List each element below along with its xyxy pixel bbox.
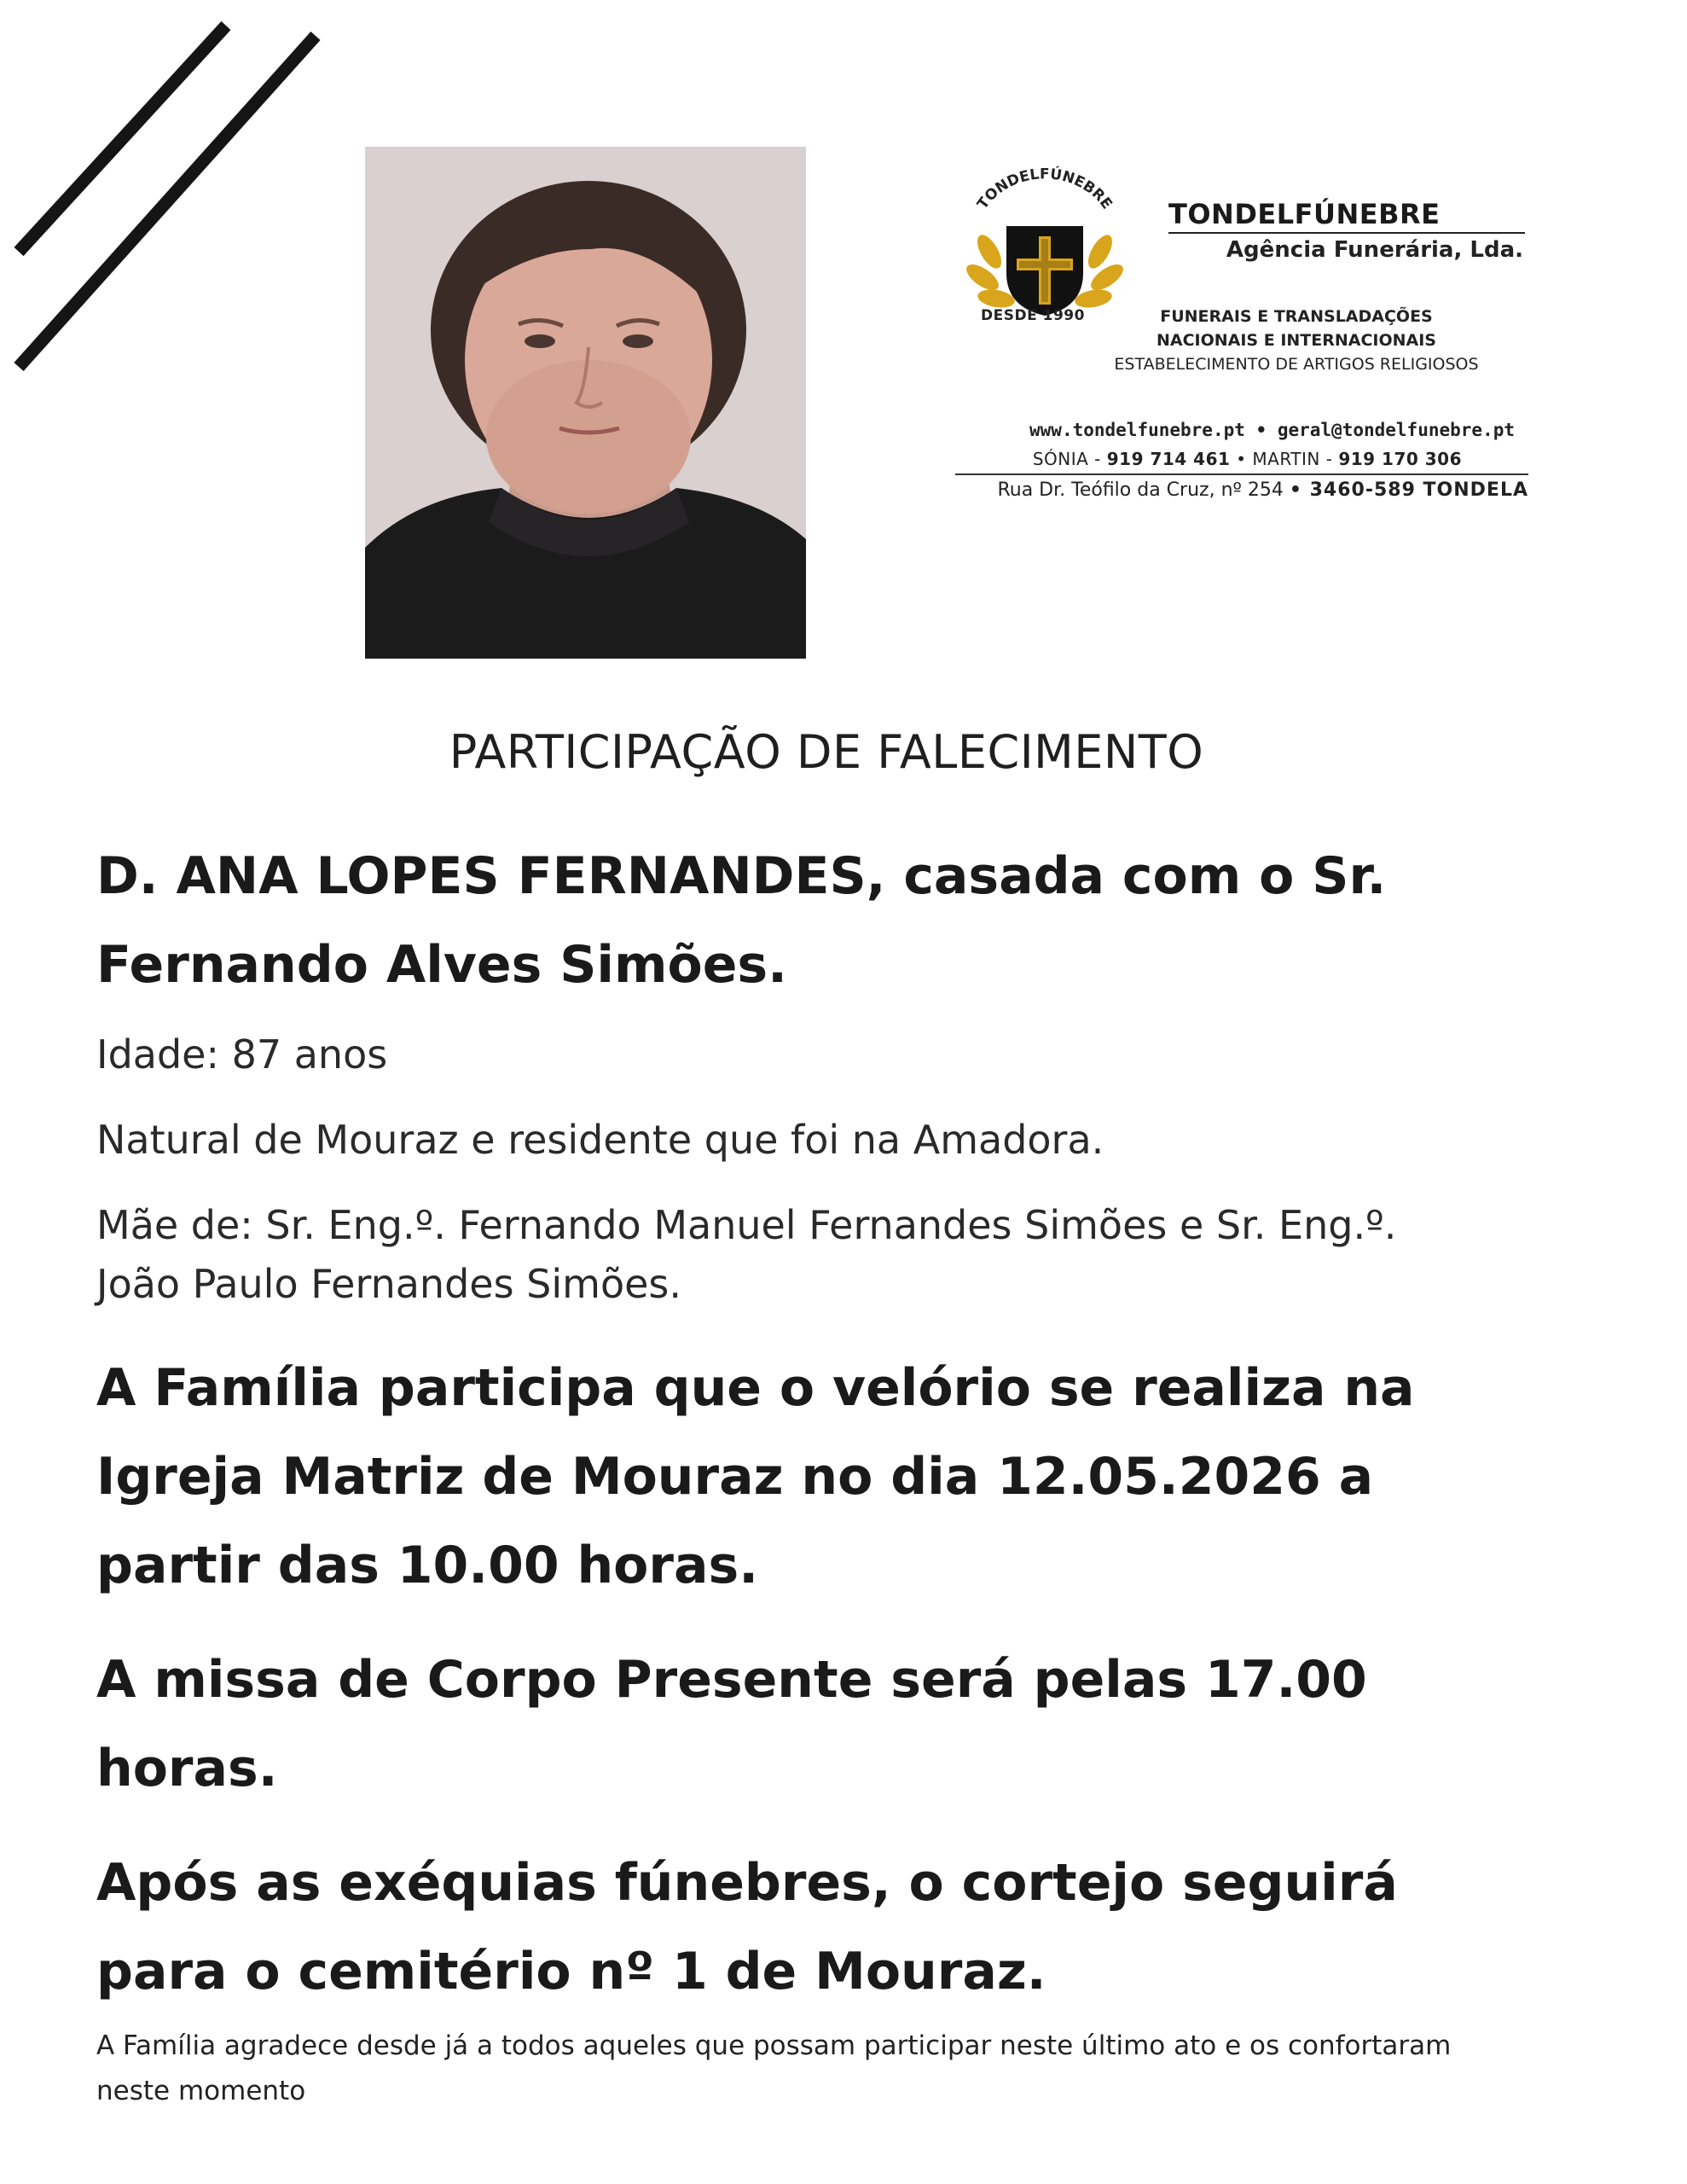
phones-line: SÓNIA - 919 714 461 • MARTIN - 919 170 306 [1032,449,1462,469]
notice-heading [0,725,1687,779]
mourning-stripes [0,0,341,392]
contact2-name: MARTIN [1252,449,1320,469]
web-email-line [955,415,1528,444]
separator-dot: • [1255,420,1278,440]
website-link[interactable]: www.tondelfunebre.pt [1029,420,1245,440]
origin-text: Natural de Mouraz e residente que foi na Amadora. [96,1117,1104,1163]
services-line-1: FUNERAIS E TRANSLADAÇÕES [1160,307,1433,326]
address-city: 3460-589 TONDELA [1309,479,1528,501]
company-subtitle: Agência Funerária, Lda. [1226,237,1523,263]
company-name: TONDELFÚNEBRE [1168,198,1441,230]
mother-of-line-1: Mãe de: Sr. Eng.º. Fernando Manuel Fernandes Simões e Sr. Eng.º. [96,1202,1397,1248]
email-link[interactable]: geral@tondelfunebre.pt [1277,420,1515,440]
deceased-portrait [365,147,806,659]
cortege-line-1: Após as exéquias fúnebres, o cortejo seguirá [96,1853,1398,1913]
company-services [1109,305,1484,376]
svg-text:TONDELFÚNEBRE [974,164,1116,212]
deceased-name-line-2: Fernando Alves Simões. [96,935,787,995]
age-text: Idade: 87 anos [96,1031,388,1077]
address-street: Rua Dr. Teófilo da Cruz, nº 254 [997,479,1284,501]
cortege-line-2: para o cemitério nº 1 de Mouraz. [96,1942,1046,2001]
contact2-phone[interactable]: 919 170 306 [1338,449,1462,469]
wake-line-3: partir das 10.00 horas. [96,1536,758,1595]
deceased-name-line-1: D. ANA LOPES FERNANDES, casada com o Sr. [96,846,1387,906]
mass-line-2: horas. [96,1739,278,1798]
wake-line-1: A Família participa que o velório se realiza na [96,1358,1415,1418]
contact1-name: SÓNIA [1032,449,1089,469]
notice-heading-text: PARTICIPAÇÃO DE FALECIMENTO [449,725,1204,779]
logo-ring-text: TONDELFÚNEBRE [974,166,1116,213]
mass-line-1: A missa de Corpo Presente será pelas 17.00 [96,1650,1367,1710]
mother-of-line-2: João Paulo Fernandes Simões. [96,1261,681,1307]
wake-line-2: Igreja Matriz de Mouraz no dia 12.05.2026 a [96,1447,1374,1507]
thanks-line-2: neste momento [96,2076,306,2106]
notice-body [96,832,1597,2016]
thanks-line-1: A Família agradece desde já a todos aqueles que possam participar neste último ato e os confortaram [96,2030,1452,2061]
services-line-3: ESTABELECIMENTO DE ARTIGOS RELIGIOSOS [1114,355,1479,374]
family-thanks [96,2024,1597,2114]
company-contacts [955,415,1528,506]
contact1-phone[interactable]: 919 714 461 [1106,449,1231,469]
since-year: DESDE 1990 [981,307,1085,324]
company-divider [1168,232,1525,234]
tondelfunebre-logo [955,158,1134,328]
address-line: Rua Dr. Teófilo da Cruz, nº 254 • 3460-589 TONDELA [997,479,1528,501]
services-line-2: NACIONAIS E INTERNACIONAIS [1156,331,1436,350]
